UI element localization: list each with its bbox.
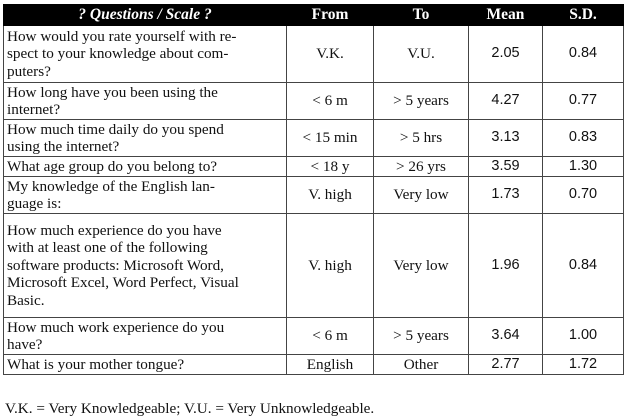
question-cell bbox=[4, 157, 287, 177]
to-cell: > 26 yrs bbox=[374, 157, 469, 177]
question-line: software products: Microsoft Word, bbox=[7, 256, 224, 274]
mean-cell: 1.73 bbox=[469, 177, 543, 214]
question-cell bbox=[4, 318, 287, 355]
header-from: From bbox=[287, 5, 374, 26]
question-line: puters? bbox=[7, 62, 51, 80]
table-row bbox=[4, 26, 624, 83]
question-line: How much work experience do you bbox=[7, 318, 225, 336]
question-cell bbox=[4, 214, 287, 318]
question-line: How long have you been using the bbox=[7, 83, 218, 101]
question-line: My knowledge of the English lan- bbox=[7, 177, 215, 195]
header-mean: Mean bbox=[469, 5, 543, 26]
table-footnote: V.K. = Very Knowledgeable; V.U. = Very Unknowledgeable. bbox=[5, 400, 375, 417]
survey-table bbox=[3, 4, 624, 375]
question-line: What age group do you belong to? bbox=[7, 157, 218, 175]
question-line: using the internet? bbox=[7, 138, 120, 155]
table-body bbox=[4, 26, 624, 375]
sd-cell: 0.70 bbox=[543, 177, 624, 214]
from-cell: V. high bbox=[287, 177, 374, 214]
question-line: spect to your knowledge about com- bbox=[7, 45, 229, 63]
table-row bbox=[4, 120, 624, 157]
header-to: To bbox=[374, 5, 469, 26]
question-line: How much experience do you have bbox=[7, 221, 222, 239]
sd-cell: 0.83 bbox=[543, 120, 624, 157]
table-row bbox=[4, 177, 624, 214]
to-cell: Other bbox=[374, 355, 469, 375]
mean-cell: 3.59 bbox=[469, 157, 543, 177]
from-cell: V.K. bbox=[287, 26, 374, 83]
header-questions: ? Questions / Scale ? bbox=[4, 5, 287, 26]
header-row bbox=[4, 5, 624, 26]
from-cell: < 6 m bbox=[287, 318, 374, 355]
mean-cell: 3.64 bbox=[469, 318, 543, 355]
mean-cell: 4.27 bbox=[469, 83, 543, 120]
question-line: have? bbox=[7, 336, 43, 353]
question-cell bbox=[4, 355, 287, 375]
question-cell bbox=[4, 177, 287, 214]
sd-cell: 0.84 bbox=[543, 214, 624, 318]
table-header bbox=[4, 5, 624, 26]
from-cell: < 18 y bbox=[287, 157, 374, 177]
sd-cell: 1.72 bbox=[543, 355, 624, 375]
question-line: Basic. bbox=[7, 291, 45, 309]
to-cell: Very low bbox=[374, 177, 469, 214]
question-line: Microsoft Excel, Word Perfect, Visual bbox=[7, 274, 239, 292]
mean-cell: 1.96 bbox=[469, 214, 543, 318]
mean-cell: 2.05 bbox=[469, 26, 543, 83]
to-cell: > 5 years bbox=[374, 83, 469, 120]
sd-cell: 0.84 bbox=[543, 26, 624, 83]
from-cell: V. high bbox=[287, 214, 374, 318]
table-row bbox=[4, 157, 624, 177]
table-row bbox=[4, 355, 624, 375]
question-line: guage is: bbox=[7, 195, 62, 212]
sd-cell: 1.00 bbox=[543, 318, 624, 355]
table-row bbox=[4, 83, 624, 120]
to-cell: V.U. bbox=[374, 26, 469, 83]
mean-cell: 3.13 bbox=[469, 120, 543, 157]
question-cell bbox=[4, 83, 287, 120]
question-line: What is your mother tongue? bbox=[7, 355, 185, 373]
from-cell: < 15 min bbox=[287, 120, 374, 157]
question-line: internet? bbox=[7, 101, 61, 118]
question-cell bbox=[4, 120, 287, 157]
from-cell: English bbox=[287, 355, 374, 375]
sd-cell: 1.30 bbox=[543, 157, 624, 177]
table-row bbox=[4, 214, 624, 318]
table-row bbox=[4, 318, 624, 355]
question-line: How much time daily do you spend bbox=[7, 120, 224, 138]
question-line: with at least one of the following bbox=[7, 239, 208, 257]
mean-cell: 2.77 bbox=[469, 355, 543, 375]
to-cell: > 5 hrs bbox=[374, 120, 469, 157]
question-line: How would you rate yourself with re- bbox=[7, 27, 237, 45]
to-cell: > 5 years bbox=[374, 318, 469, 355]
from-cell: < 6 m bbox=[287, 83, 374, 120]
question-cell bbox=[4, 26, 287, 83]
sd-cell: 0.77 bbox=[543, 83, 624, 120]
header-sd: S.D. bbox=[543, 5, 624, 26]
to-cell: Very low bbox=[374, 214, 469, 318]
